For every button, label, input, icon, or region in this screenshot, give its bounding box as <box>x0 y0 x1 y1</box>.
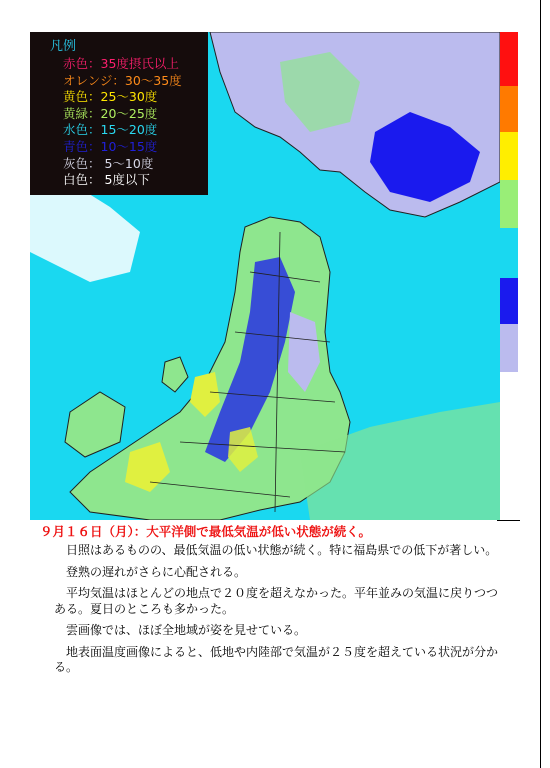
date-caption: ９月１６日（月）：大平洋側で最低気温が低い状態が続く。 <box>40 524 372 539</box>
scale-swatch-red <box>500 32 518 86</box>
paragraph-2: 登熟の遅れがさらに心配される。 <box>66 564 247 579</box>
paragraph-3: 平均気温はほとんどの地点で２０度を超えなかった。平年並みの気温に戻りつつある。夏日のところも多かった。 <box>54 586 499 616</box>
cloud-upper-left <box>30 182 140 282</box>
legend-item-white: 白色： 5度以下 <box>63 172 150 188</box>
legend-item-yellowgreen: 黄緑：20～25度 <box>63 105 158 121</box>
scale-swatch-white <box>500 372 518 520</box>
divider-vertical <box>540 0 541 768</box>
legend-item-blue: 青色：10～15度 <box>63 138 158 154</box>
legend-title: 凡例 <box>50 39 77 54</box>
scale-swatch-lavender <box>500 324 518 372</box>
scale-swatch-yellow <box>500 132 518 180</box>
paragraph-4: 雲画像では、ほぼ全地域が姿を見せている。 <box>66 623 307 637</box>
legend-item-lightblue: 水色：15～20度 <box>63 122 158 138</box>
legend-item-yellow: 黄色：25～30度 <box>63 89 158 105</box>
scale-swatch-lightblue <box>500 228 518 278</box>
description-text <box>54 543 504 682</box>
hokkaido-land <box>210 32 500 217</box>
sado-island <box>162 357 188 392</box>
legend-item-gray: 灰色： 5～10度 <box>63 155 154 171</box>
scale-swatch-blue <box>500 278 518 324</box>
noto-peninsula <box>65 392 125 457</box>
color-scale-bar <box>500 32 518 520</box>
legend <box>30 32 208 195</box>
paragraph-5: 地表面温度画像によると、低地や内陸部で気温が２５度を超えている状況が分かる。 <box>54 644 499 674</box>
scale-swatch-orange <box>500 86 518 132</box>
paragraph-1: 日照はあるものの、最低気温の低い状態が続く。特に福島県での低下が著しい。 <box>66 543 498 557</box>
divider-horizontal <box>497 520 520 521</box>
legend-item-red: 赤色：35度摂氏以上 <box>63 56 179 71</box>
legend-item-orange: オレンジ：30～35度 <box>63 72 182 88</box>
scale-swatch-yellowgreen <box>500 180 518 228</box>
